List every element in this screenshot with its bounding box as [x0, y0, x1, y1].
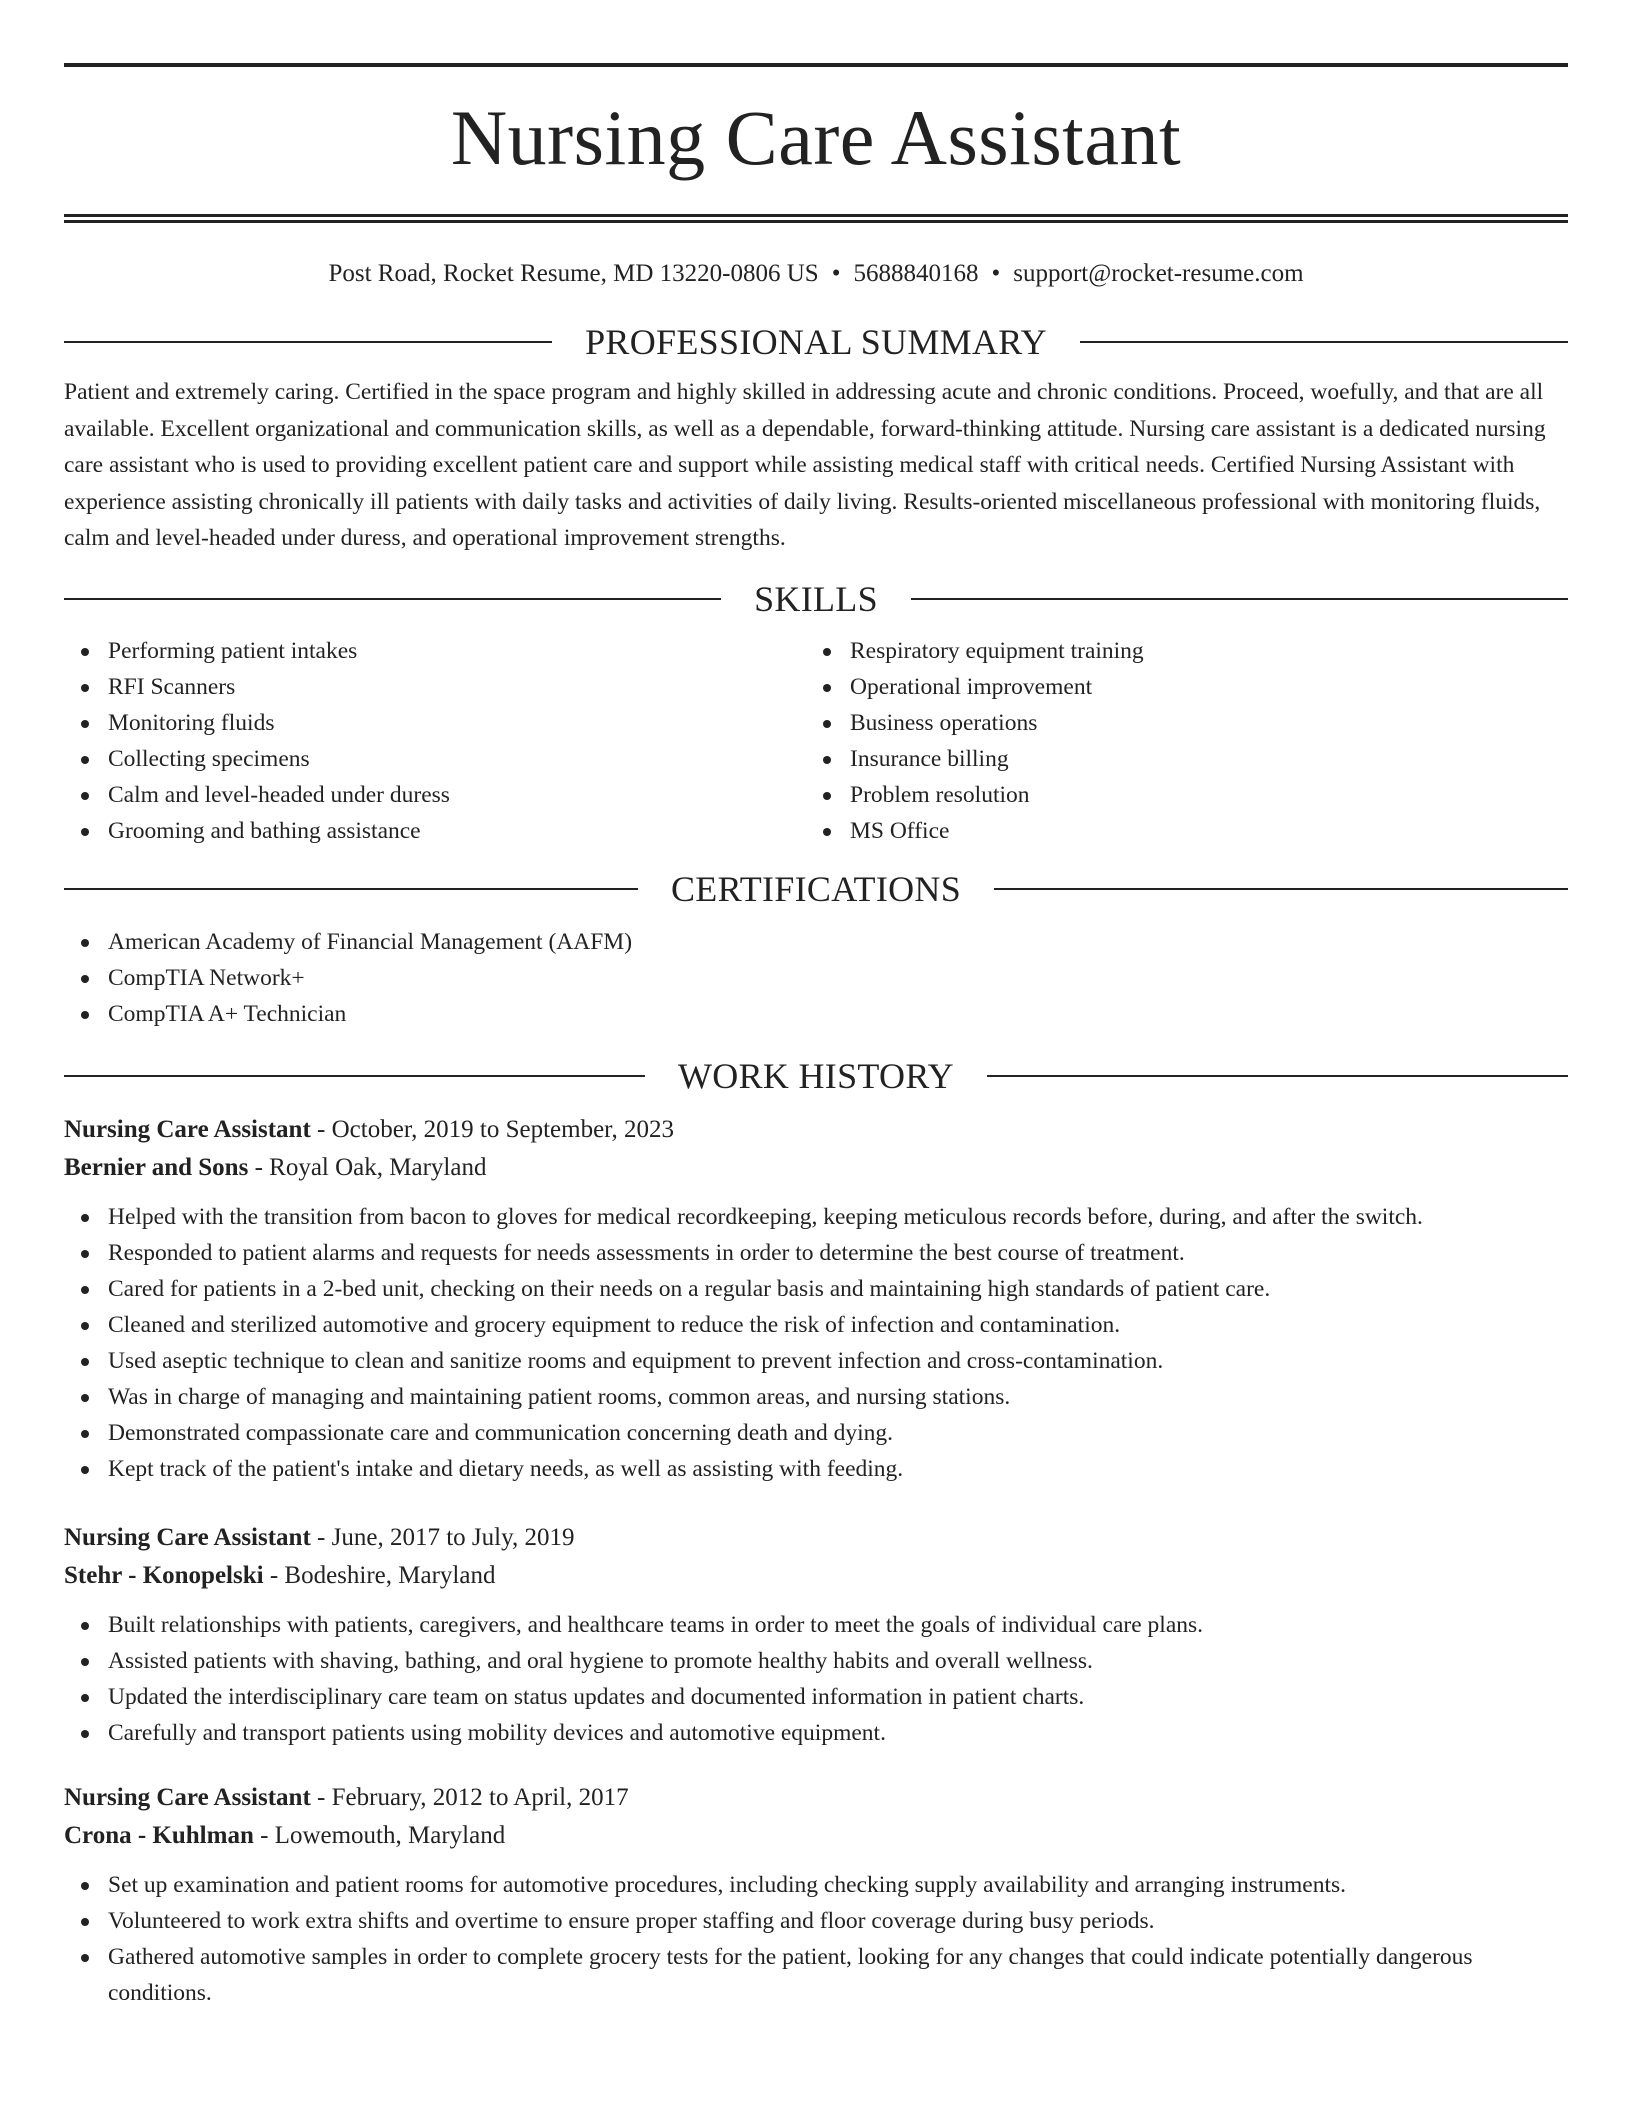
- job-bullet: Cleaned and sterilized automotive and grocery equipment to reduce the risk of infection and contamination.: [64, 1307, 1568, 1343]
- contact-line: [64, 257, 1568, 291]
- job-company: Crona - Kuhlman: [64, 1821, 254, 1849]
- top-rule: [64, 63, 1568, 67]
- heading-rule-left: [64, 1075, 645, 1077]
- job-company-line: [64, 1557, 1568, 1595]
- skills-right-column: [806, 633, 1548, 849]
- job-bullet: Used aseptic technique to clean and sanitize rooms and equipment to prevent infection and cross-contamination.: [64, 1343, 1568, 1379]
- skill-item: Operational improvement: [806, 669, 1548, 705]
- skill-item: Business operations: [806, 705, 1548, 741]
- summary-text: Patient and extremely caring. Certified in the space program and highly skilled in addressing acute and chronic conditions. Proceed, woefully, and that are all available. Excellent organizational and communication skills, as well as a dependable, forward-thinking attitude. Nursing care assistant is a dedicated nursing care assistant who is used to providing excellent patient care and support while assisting medical staff with critical needs. Certified Nursing Assistant with experience assisting chronically ill patients with daily tasks and activities of daily living. Results-oriented miscellaneous professional with monitoring fluids, calm and level-headed under duress, and operational improvement strengths.: [64, 379, 1546, 551]
- certification-item: American Academy of Financial Management (AAFM): [64, 924, 1568, 960]
- skill-item: Problem resolution: [806, 777, 1548, 813]
- work-history-heading-title: WORK HISTORY: [678, 1055, 954, 1096]
- skills-left-column: [64, 633, 806, 849]
- job-title: Nursing Care Assistant: [64, 1115, 311, 1143]
- job-bullet: Helped with the transition from bacon to gloves for medical recordkeeping, keeping meticulous records before, during, and after the switch.: [64, 1199, 1568, 1235]
- heading-rule-left: [64, 888, 638, 890]
- heading-rule-right: [987, 1075, 1568, 1077]
- contact-address: Post Road, Rocket Resume, MD 13220-0806 US: [328, 260, 819, 287]
- certifications-list: [64, 924, 1568, 1032]
- job-bullet: Built relationships with patients, caregivers, and healthcare teams in order to meet the goals of individual care plans.: [64, 1607, 1568, 1643]
- job-bullet: Set up examination and patient rooms for automotive procedures, including checking supply availability and arranging instruments.: [64, 1867, 1568, 1903]
- job-company-line: [64, 1817, 1568, 1855]
- skill-item: MS Office: [806, 813, 1548, 849]
- certifications-heading-title: CERTIFICATIONS: [670, 868, 962, 909]
- job-bullet: Volunteered to work extra shifts and overtime to ensure proper staffing and floor coverage during busy periods.: [64, 1903, 1568, 1939]
- heading-rule-right: [911, 598, 1568, 600]
- contact-separator: •: [991, 260, 1001, 287]
- job-bullet: Assisted patients with shaving, bathing, and oral hygiene to promote healthy habits and overall wellness.: [64, 1643, 1568, 1679]
- skills-heading: [64, 577, 1568, 621]
- job-bullet: Updated the interdisciplinary care team on status updates and documented information in patient charts.: [64, 1679, 1568, 1715]
- skills-heading-title: SKILLS: [754, 578, 878, 619]
- job-company-line: [64, 1149, 1568, 1187]
- skill-item: Performing patient intakes: [64, 633, 806, 669]
- job-dates: - October, 2019 to September, 2023: [310, 1115, 674, 1143]
- skill-item: Calm and level-headed under duress: [64, 777, 806, 813]
- job-bullet: Gathered automotive samples in order to complete grocery tests for the patient, looking for any changes that could indicate potentially dangerous conditions.: [64, 1939, 1568, 2011]
- heading-rule-right: [1080, 341, 1568, 343]
- job-title: Nursing Care Assistant: [64, 1783, 311, 1811]
- job-location: - Bodeshire, Maryland: [263, 1561, 496, 1589]
- contact-email: support@rocket-resume.com: [1013, 260, 1304, 287]
- resume-content: [64, 63, 1568, 2011]
- skill-item: Insurance billing: [806, 741, 1548, 777]
- job-company: Stehr - Konopelski: [64, 1561, 264, 1589]
- certification-item: CompTIA Network+: [64, 960, 1568, 996]
- job-bullets: [64, 1867, 1568, 2011]
- skill-item: Collecting specimens: [64, 741, 806, 777]
- job-dates: - June, 2017 to July, 2019: [310, 1523, 575, 1551]
- job-bullet: Carefully and transport patients using mobility devices and automotive equipment.: [64, 1715, 1568, 1751]
- double-rule: [64, 214, 1568, 223]
- skill-item: Monitoring fluids: [64, 705, 806, 741]
- job-entry: [64, 1111, 1568, 1487]
- resume-name: Nursing Care Assistant: [450, 94, 1182, 181]
- job-bullet: Cared for patients in a 2-bed unit, checking on their needs on a regular basis and maintaining high standards of patient care.: [64, 1271, 1568, 1307]
- skill-item: Grooming and bathing assistance: [64, 813, 806, 849]
- heading-rule-left: [64, 598, 721, 600]
- heading-rule-left: [64, 341, 552, 343]
- certifications-heading: [64, 867, 1568, 911]
- contact-separator: •: [831, 260, 841, 287]
- job-title-line: [64, 1779, 1568, 1817]
- job-bullets: [64, 1199, 1568, 1487]
- job-bullet: Kept track of the patient's intake and dietary needs, as well as assisting with feeding.: [64, 1451, 1568, 1487]
- job-location: - Lowemouth, Maryland: [253, 1821, 506, 1849]
- skill-item: RFI Scanners: [64, 669, 806, 705]
- job-title-line: [64, 1519, 1568, 1557]
- summary-heading-title: PROFESSIONAL SUMMARY: [585, 322, 1047, 362]
- work-history-list: [64, 1111, 1568, 2011]
- job-entry: [64, 1779, 1568, 2011]
- job-company: Bernier and Sons: [64, 1153, 249, 1181]
- skills-grid: [64, 633, 1568, 849]
- job-title: Nursing Care Assistant: [64, 1523, 311, 1551]
- job-bullet: Demonstrated compassionate care and communication concerning death and dying.: [64, 1415, 1568, 1451]
- job-location: - Royal Oak, Maryland: [248, 1153, 487, 1181]
- heading-rule-right: [994, 888, 1568, 890]
- job-bullet: Responded to patient alarms and requests for needs assessments in order to determine the best course of treatment.: [64, 1235, 1568, 1271]
- skill-item: Respiratory equipment training: [806, 633, 1548, 669]
- work-history-heading: [64, 1054, 1568, 1098]
- job-entry: [64, 1519, 1568, 1751]
- contact-phone: 5688840168: [853, 260, 979, 287]
- job-dates: - February, 2012 to April, 2017: [310, 1783, 629, 1811]
- job-bullet: Was in charge of managing and maintaining patient rooms, common areas, and nursing stations.: [64, 1379, 1568, 1415]
- job-bullets: [64, 1607, 1568, 1751]
- certification-item: CompTIA A+ Technician: [64, 996, 1568, 1032]
- job-title-line: [64, 1111, 1568, 1149]
- summary-heading: [64, 320, 1568, 364]
